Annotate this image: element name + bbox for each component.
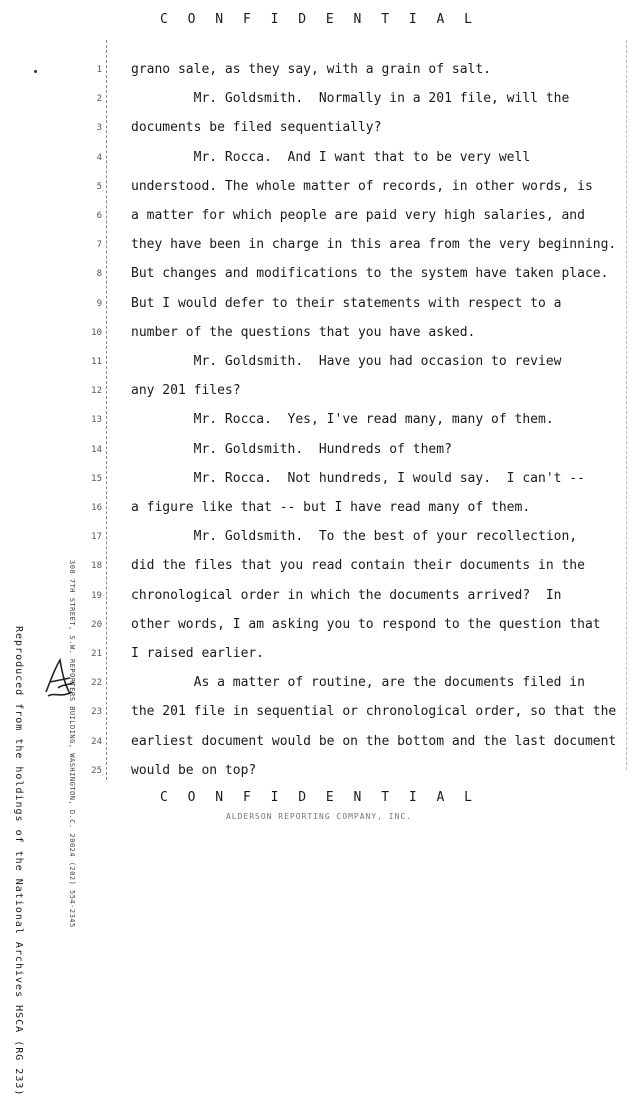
line-number: 11 — [91, 357, 102, 367]
line-number: 23 — [91, 707, 102, 717]
line-number: 12 — [91, 386, 102, 396]
transcript-line: But changes and modifications to the system have taken place. — [131, 266, 609, 281]
transcript-line: any 201 files? — [131, 383, 241, 398]
confidential-header: C O N F I D E N T I A L — [159, 12, 478, 27]
line-number: 21 — [91, 649, 102, 659]
transcript-line: Mr. Rocca. Yes, I've read many, many of them. — [131, 412, 554, 427]
transcript-line: Mr. Goldsmith. To the best of your recollection, — [131, 529, 578, 544]
confidential-footer: C O N F I D E N T I A L — [159, 790, 478, 805]
line-number: 1 — [96, 65, 102, 75]
line-number: 6 — [96, 211, 102, 221]
right-margin-rule — [626, 40, 627, 770]
line-number: 4 — [96, 153, 102, 163]
transcript-line: I raised earlier. — [131, 646, 265, 661]
line-number: 20 — [91, 620, 102, 630]
handwritten-initials — [40, 652, 80, 700]
stray-mark — [34, 70, 37, 73]
line-number: 22 — [91, 678, 102, 688]
transcript-line: number of the questions that you have asked. — [131, 325, 476, 340]
line-number: 25 — [91, 766, 102, 776]
transcript-line: As a matter of routine, are the documents filed in — [131, 675, 585, 690]
transcript-line: understood. The whole matter of records, in other words, is — [131, 179, 593, 194]
line-number: 13 — [91, 415, 102, 425]
transcript-line: a matter for which people are paid very high salaries, and — [131, 208, 585, 223]
line-number: 10 — [91, 328, 102, 338]
reporting-company: ALDERSON REPORTING COMPANY, INC. — [225, 812, 413, 821]
line-number: 24 — [91, 737, 102, 747]
line-number: 9 — [96, 299, 102, 309]
transcript-line: would be on top? — [131, 763, 257, 778]
transcript-line: Mr. Rocca. And I want that to be very well — [131, 150, 531, 165]
transcript-line: a figure like that -- but I have read many of them. — [131, 500, 531, 515]
line-number: 17 — [91, 532, 102, 542]
transcript-line: Mr. Rocca. Not hundreds, I would say. I can't -- — [131, 471, 585, 486]
transcript-line: Mr. Goldsmith. Normally in a 201 file, will the — [131, 91, 570, 106]
line-number: 3 — [96, 123, 102, 133]
transcript-line: But I would defer to their statements with respect to a — [131, 296, 562, 311]
transcript-line: earliest document would be on the bottom and the last document — [131, 734, 617, 749]
archive-note: Reproduced from the holdings of the National Archives HSCA (RG 233) — [13, 626, 24, 1096]
left-margin-rule — [106, 40, 107, 780]
transcript-line: grano sale, as they say, with a grain of salt. — [131, 62, 492, 77]
reporter-address: 300 7TH STREET, S.W. REPORTERS BUILDING, WASHINGTON, D.C. 20024 (202) 554-2345 — [68, 560, 76, 928]
line-number: 19 — [91, 591, 102, 601]
transcript-line: did the files that you read contain their documents in the — [131, 558, 585, 573]
transcript-line: Mr. Goldsmith. Hundreds of them? — [131, 442, 452, 457]
transcript-line: chronological order in which the documents arrived? In — [131, 588, 562, 603]
transcript-line: other words, I am asking you to respond to the question that — [131, 617, 601, 632]
line-number: 16 — [91, 503, 102, 513]
line-number: 7 — [96, 240, 102, 250]
line-number: 8 — [96, 269, 102, 279]
line-number: 5 — [96, 182, 102, 192]
line-number: 2 — [96, 94, 102, 104]
line-number: 18 — [91, 561, 102, 571]
transcript-line: documents be filed sequentially? — [131, 120, 382, 135]
transcript-line: they have been in charge in this area from the very beginning. — [131, 237, 617, 252]
transcript-line: the 201 file in sequential or chronological order, so that the — [131, 704, 617, 719]
line-number: 14 — [91, 445, 102, 455]
transcript-line: Mr. Goldsmith. Have you had occasion to review — [131, 354, 562, 369]
line-number: 15 — [91, 474, 102, 484]
